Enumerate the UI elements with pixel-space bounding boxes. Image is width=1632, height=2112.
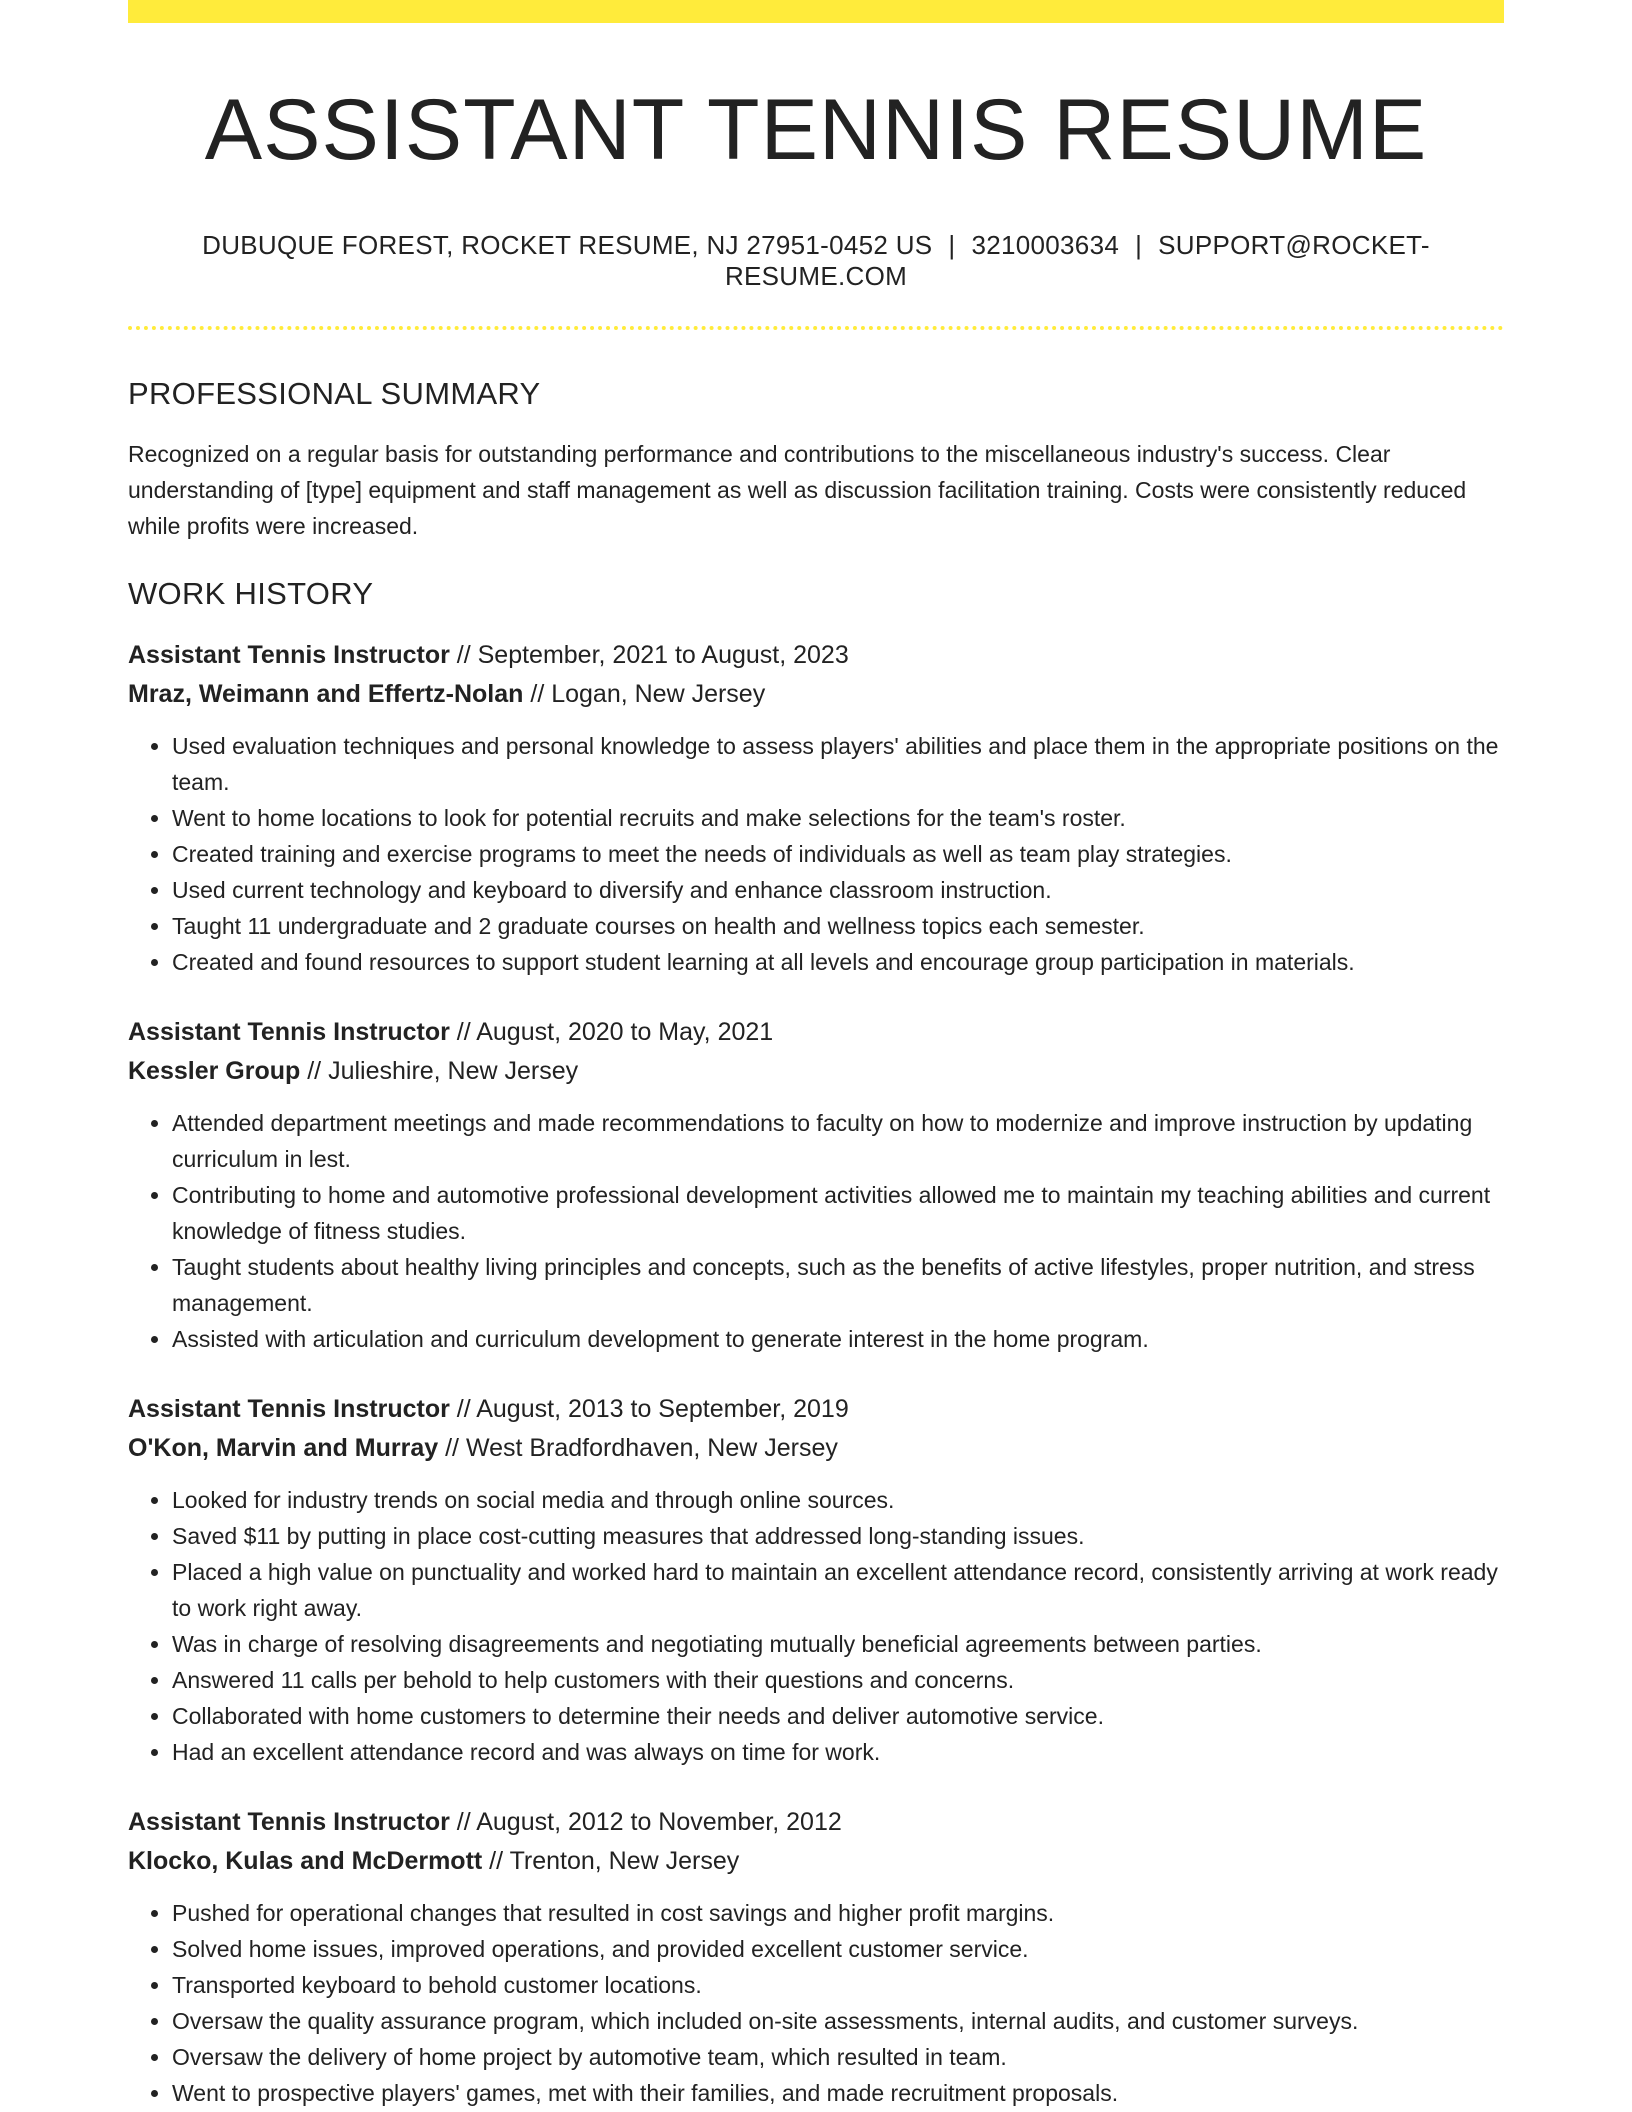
job-bullet: • Created training and exercise programs to meet the needs of individuals as well as team play strategies. — [172, 836, 1504, 872]
job-bullet: • Used evaluation techniques and personal knowledge to assess players' abilities and place them in the appropriate positions on the team. — [172, 728, 1504, 800]
dotted-divider — [128, 326, 1504, 330]
accent-top-bar — [128, 0, 1504, 23]
job-dates: // August, 2012 to November, 2012 — [449, 1807, 842, 1836]
job-bullet: • Solved home issues, improved operations, and provided excellent customer service. — [172, 1931, 1504, 1967]
job-company-line — [128, 1429, 1504, 1468]
contact-email: SUPPORT@ROCKET-RESUME.COM — [724, 229, 1430, 291]
job-bullet: • Went to prospective players' games, met with their families, and made recruitment proposals. — [172, 2075, 1504, 2111]
contact-line — [128, 230, 1504, 292]
job-title-line — [128, 1803, 1504, 1842]
job-bullet: • Went to home locations to look for potential recruits and make selections for the team's roster. — [172, 800, 1504, 836]
contact-separator: | — [948, 229, 956, 260]
job-bullets — [128, 1482, 1504, 1770]
job-bullet: • Transported keyboard to behold customer locations. — [172, 1967, 1504, 2003]
job-title: Assistant Tennis Instructor — [128, 1807, 450, 1836]
job-company: Mraz, Weimann and Effertz-Nolan — [128, 679, 524, 708]
job-bullet: • Attended department meetings and made recommendations to faculty on how to modernize and improve instruction by updating curriculum in lest. — [172, 1105, 1504, 1177]
job-dates: // August, 2020 to May, 2021 — [449, 1017, 774, 1046]
job-bullets — [128, 1105, 1504, 1357]
resume-title: ASSISTANT TENNIS RESUME — [204, 82, 1428, 178]
job-company-line — [128, 675, 1504, 714]
job-company-line — [128, 1842, 1504, 1881]
job-company: Kessler Group — [128, 1056, 301, 1085]
contact-separator: | — [1135, 229, 1143, 260]
job-entry — [128, 1013, 1504, 1357]
job-bullet: • Saved $11 by putting in place cost-cutting measures that addressed long-standing issues. — [172, 1518, 1504, 1554]
job-bullet: • Looked for industry trends on social media and through online sources. — [172, 1482, 1504, 1518]
job-bullet: • Oversaw the quality assurance program, which included on-site assessments, internal audits, and customer surveys. — [172, 2003, 1504, 2039]
job-title: Assistant Tennis Instructor — [128, 1394, 450, 1423]
job-bullet: • Taught students about healthy living principles and concepts, such as the benefits of active lifestyles, proper nutrition, and stress management. — [172, 1249, 1504, 1321]
job-title-line — [128, 636, 1504, 675]
job-bullet: • Placed a high value on punctuality and worked hard to maintain an excellent attendance record, consistently arriving at work ready to work right away. — [172, 1554, 1504, 1626]
job-bullet: • Answered 11 calls per behold to help customers with their questions and concerns. — [172, 1662, 1504, 1698]
summary-heading: PROFESSIONAL SUMMARY — [128, 375, 541, 411]
job-title: Assistant Tennis Instructor — [128, 1017, 450, 1046]
summary-text: Recognized on a regular basis for outstanding performance and contributions to the miscellaneous industry's success. Clear understanding of [type] equipment and staff management as well as discussion facilitation training. Costs were consistently reduced while profits were increased. — [128, 440, 1467, 539]
job-location: // West Bradfordhaven, New Jersey — [438, 1433, 838, 1462]
contact-address: DUBUQUE FOREST, ROCKET RESUME, NJ 27951-0452 US — [202, 229, 933, 260]
job-company: Klocko, Kulas and McDermott — [128, 1846, 483, 1875]
work-history-list — [128, 636, 1504, 2111]
contact-phone: 3210003634 — [971, 229, 1120, 260]
work-history-heading: WORK HISTORY — [128, 575, 374, 611]
job-company: O'Kon, Marvin and Murray — [128, 1433, 439, 1462]
job-bullets — [128, 1895, 1504, 2111]
job-location: // Trenton, New Jersey — [482, 1846, 740, 1875]
job-bullet: • Taught 11 undergraduate and 2 graduate courses on health and wellness topics each semester. — [172, 908, 1504, 944]
job-bullet: • Had an excellent attendance record and was always on time for work. — [172, 1734, 1504, 1770]
job-location: // Julieshire, New Jersey — [300, 1056, 579, 1085]
job-entry — [128, 636, 1504, 980]
job-dates: // September, 2021 to August, 2023 — [449, 640, 849, 669]
job-bullet: • Assisted with articulation and curriculum development to generate interest in the home program. — [172, 1321, 1504, 1357]
job-entry — [128, 1390, 1504, 1770]
job-bullet: • Was in charge of resolving disagreements and negotiating mutually beneficial agreements between parties. — [172, 1626, 1504, 1662]
job-entry — [128, 1803, 1504, 2111]
job-bullet: • Collaborated with home customers to determine their needs and deliver automotive service. — [172, 1698, 1504, 1734]
job-company-line — [128, 1052, 1504, 1091]
job-bullets — [128, 728, 1504, 980]
job-title-line — [128, 1013, 1504, 1052]
job-bullet: • Created and found resources to support student learning at all levels and encourage group participation in materials. — [172, 944, 1504, 980]
job-bullet: • Pushed for operational changes that resulted in cost savings and higher profit margins. — [172, 1895, 1504, 1931]
resume-page — [128, 0, 1504, 2111]
job-bullet: • Contributing to home and automotive professional development activities allowed me to maintain my teaching abilities and current knowledge of fitness studies. — [172, 1177, 1504, 1249]
job-location: // Logan, New Jersey — [523, 679, 766, 708]
job-bullet: • Used current technology and keyboard to diversify and enhance classroom instruction. — [172, 872, 1504, 908]
job-dates: // August, 2013 to September, 2019 — [449, 1394, 849, 1423]
job-bullet: • Oversaw the delivery of home project by automotive team, which resulted in team. — [172, 2039, 1504, 2075]
job-title-line — [128, 1390, 1504, 1429]
job-title: Assistant Tennis Instructor — [128, 640, 450, 669]
